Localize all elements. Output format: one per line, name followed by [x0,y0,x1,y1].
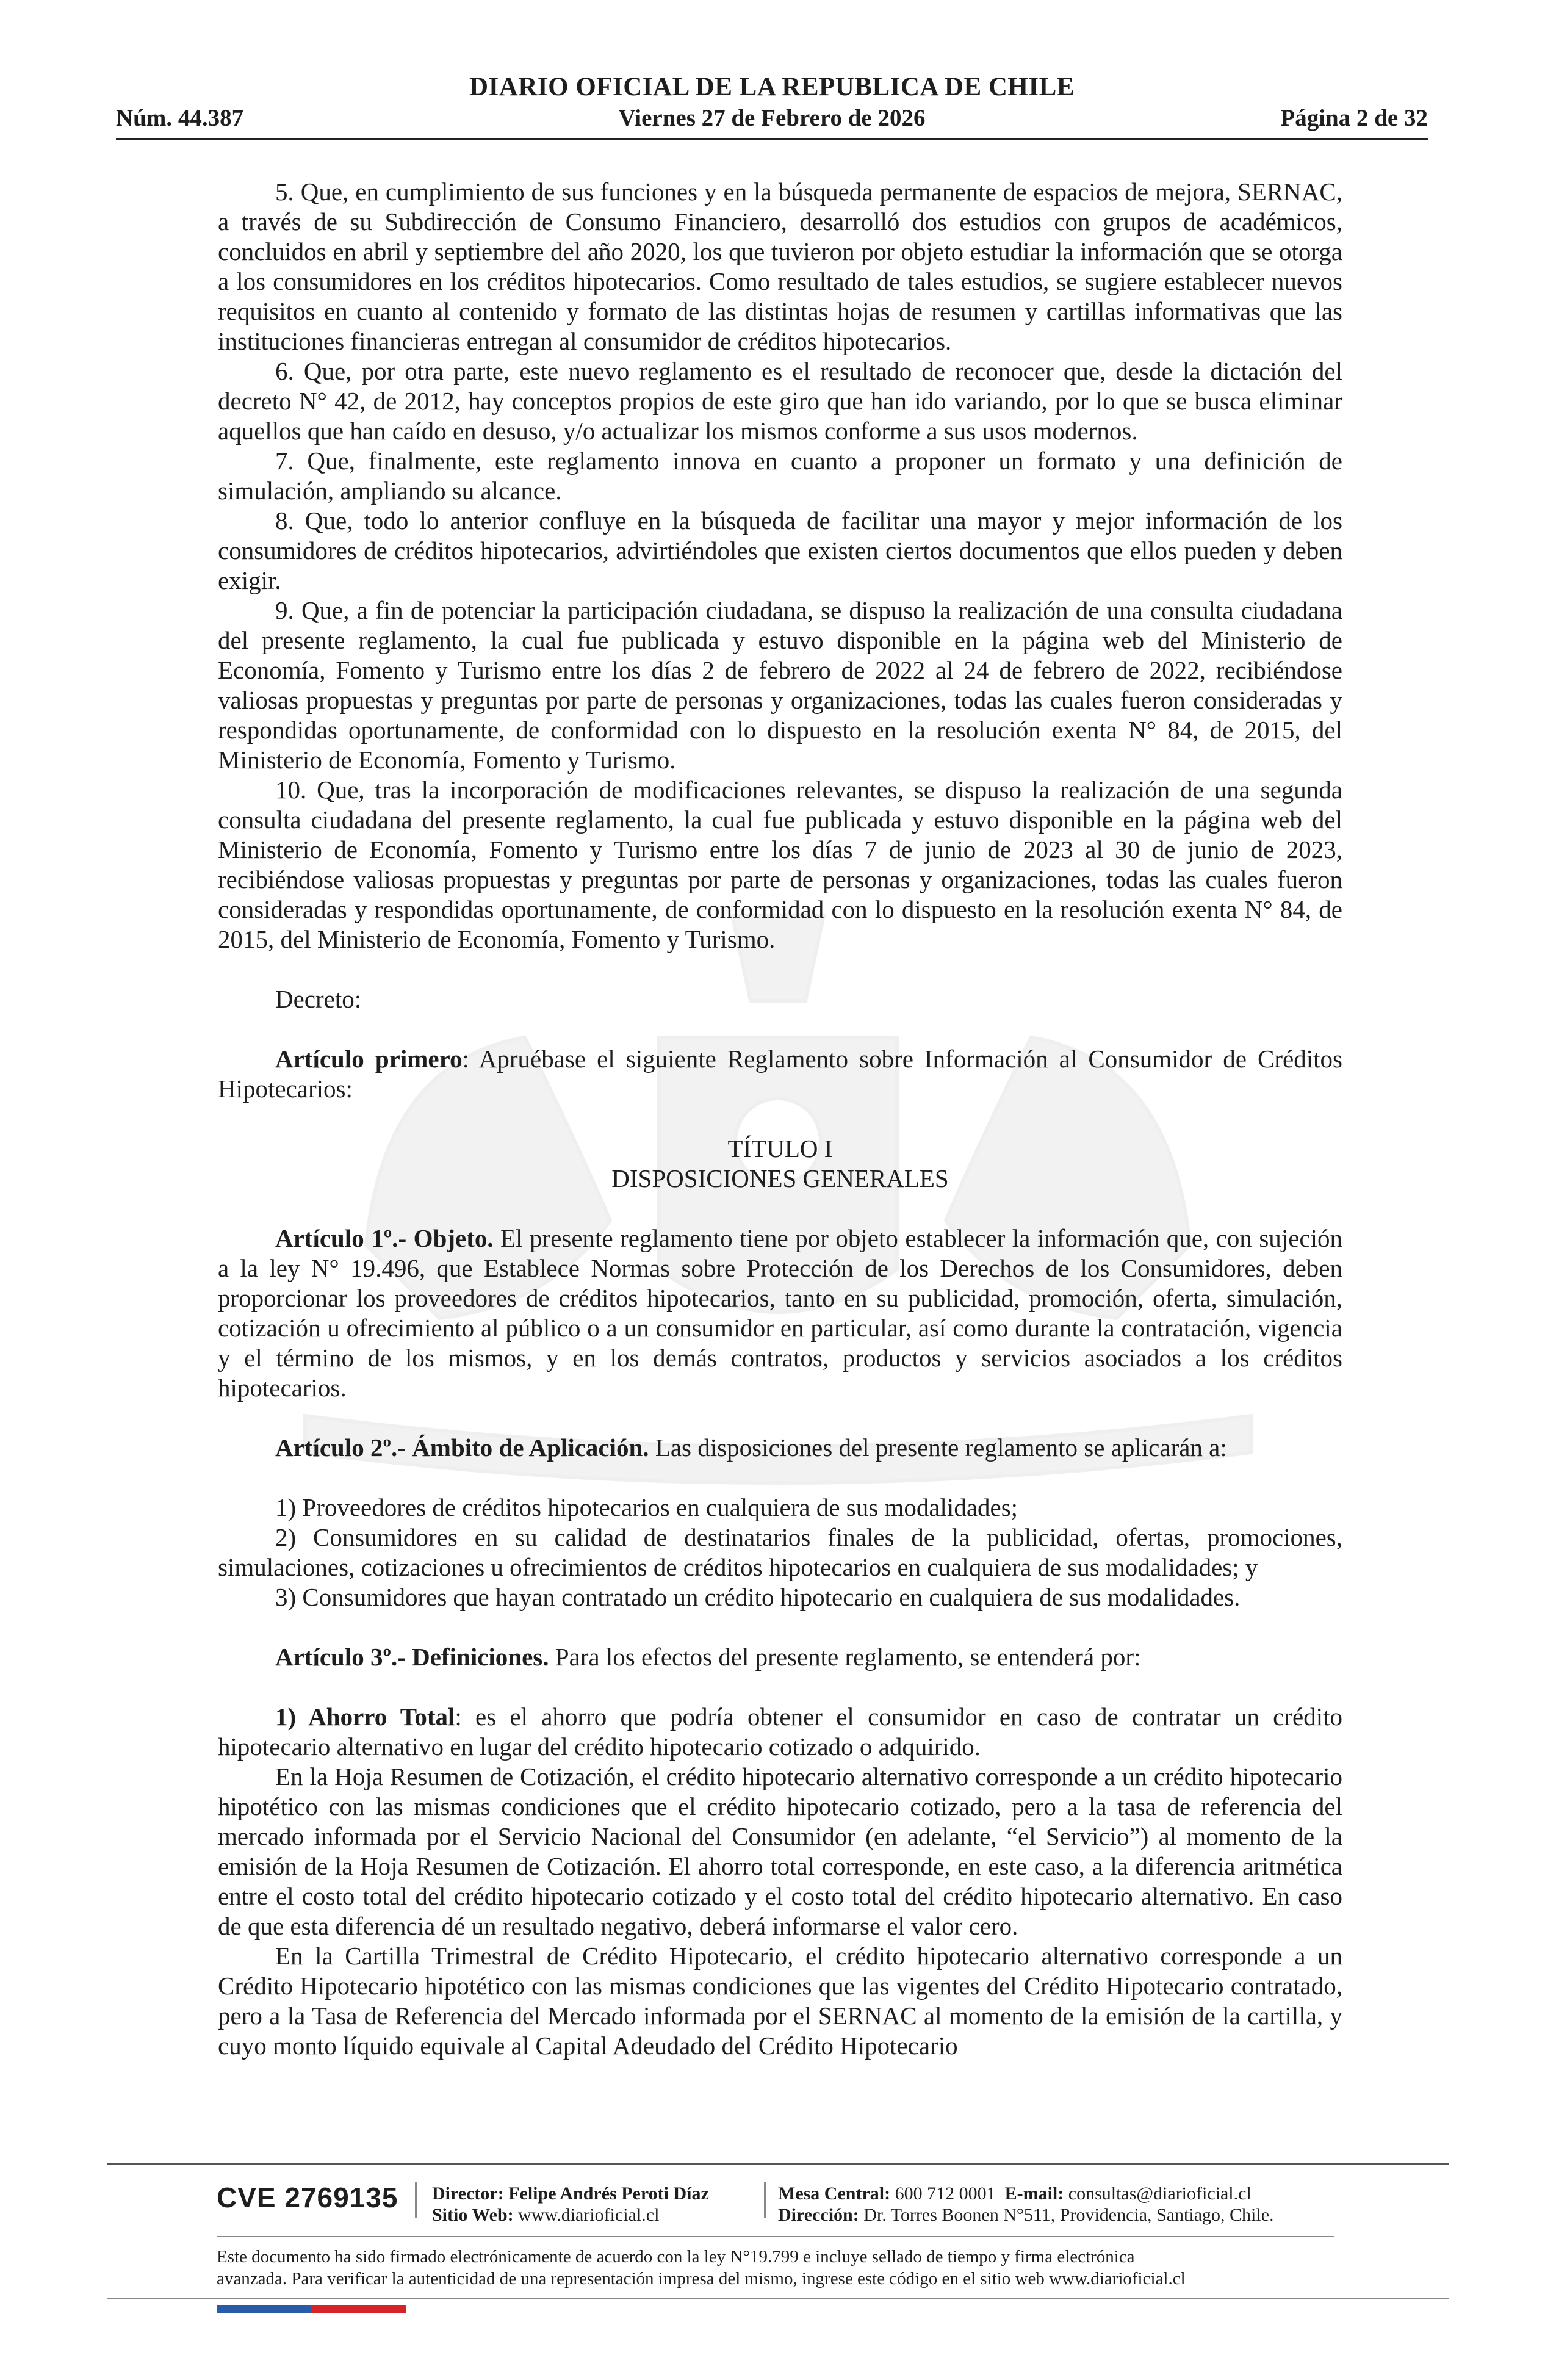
signature-notice-line-1: Este documento ha sido firmado electrónicamente de acuerdo con la ley N°19.799 e incluye sellado de tiempo y firma electrónica [217,2247,1135,2266]
mesa-central-phone: 600 712 0001 [895,2183,996,2204]
website-link[interactable]: www.diarioficial.cl [518,2205,660,2225]
definicion-1-label: 1) Ahorro Total [275,1703,455,1731]
paragraph-6: 6. Que, por otra parte, este nuevo reglamento es el resultado de reconocer que, desde la dictación del decreto N° 42, de 2012, hay conceptos propios de este giro que han ido variando, por lo que se busca eliminar aquellos que han caído en desuso, y/o actualizar los mismos conforme a sus usos modernos. [218,357,1342,445]
articulo-3-label: Artículo 3º.- Definiciones. [275,1643,549,1671]
articulo-2-item-3: 3) Consumidores que hayan contratado un crédito hipotecario en cualquiera de sus modalidades. [275,1583,1241,1611]
mesa-central-label: Mesa Central: [778,2183,891,2204]
director-label: Director: [432,2183,504,2204]
flag-stripe-blue [217,2305,311,2313]
address-label: Dirección: [778,2205,859,2225]
articulo-2-item-2: 2) Consumidores en su calidad de destinatarios finales de la publicidad, ofertas, promociones, simulaciones, cotizaciones u ofrecimientos de créditos hipotecarios en cualquiera de sus modalidades; y [218,1523,1342,1581]
definicion-1 [218,1702,1342,1762]
articulo-2-text: Las disposiciones del presente reglamento se aplicarán a: [649,1433,1227,1462]
paragraph-5: 5. Que, en cumplimiento de sus funciones y en la búsqueda permanente de espacios de mejora, SERNAC, a través de su Subdirección de Consumo Financiero, desarrolló dos estudios con grupos de académicos, concluidos en abril y septiembre del año 2020, los que tuvieron por objeto estudiar la información que se otorga a los consumidores en los créditos hipotecarios. Como resultado de tales estudios, se sugiere establecer nuevos requisitos en cuanto al contenido y formato de las distintas hojas de resumen y cartillas informativas que las instituciones financieras entregan al consumidor de créditos hipotecarios. [218,178,1342,355]
issue-number: Núm. 44.387 [116,105,244,131]
signature-notice [217,2246,1334,2290]
header-divider [116,138,1428,140]
paragraph-10: 10. Que, tras la incorporación de modificaciones relevantes, se dispuso la realización de una segunda consulta ciudadana del presente reglamento, la cual fue publicada y estuvo disponible en la página web del Ministerio de Economía, Fomento y Turismo entre los días 7 de junio de 2023 al 30 de junio de 2023, recibiéndose valiosas propuestas y preguntas por parte de personas y organizaciones, todas las cuales fueron consideradas y respondidas oportunamente, de conformidad con lo dispuesto en la resolución exenta N° 84, de 2015, del Ministerio de Economía, Fomento y Turismo. [218,776,1342,953]
titulo-heading: TÍTULO I [727,1134,833,1163]
flag-stripe-red [311,2305,406,2313]
address-text: Dr. Torres Boonen N°511, Providencia, Santiago, Chile. [863,2205,1274,2225]
footer-contact-block [778,2183,1274,2226]
articulo-2-label: Artículo 2º.- Ámbito de Aplicación. [275,1433,649,1462]
director-name: Felipe Andrés Peroti Díaz [508,2183,709,2204]
paragraph-7: 7. Que, finalmente, este reglamento innova en cuanto a proponer un formato y una definición de simulación, ampliando su alcance. [218,447,1342,505]
articulo-primero [218,1044,1342,1104]
articulo-primero-label: Artículo primero [275,1045,463,1073]
definicion-1-text: : es el ahorro que podría obtener el consumidor en caso de contratar un crédito hipotecario alternativo en lugar del crédito hipotecario cotizado o adquirido. [218,1703,1342,1761]
definicion-1-paragraph-3: En la Cartilla Trimestral de Crédito Hipotecario, el crédito hipotecario alternativo corresponde a un Crédito Hipotecario hipotético con las mismas condiciones que las vigentes del Crédito Hipotecario contratado, pero a la Tasa de Referencia del Mercado informada por el SERNAC al momento de la emisión de la cartilla, y cuyo monto líquido equivale al Capital Adeudado del Crédito Hipotecario [218,1942,1342,2060]
articulo-1 [218,1224,1342,1403]
articulo-2 [218,1433,1342,1463]
footer-separator [415,2182,417,2218]
signature-notice-line-2: avanzada. Para verificar la autenticidad de una representación impresa del mismo, ingrese este código en el sitio web www.diarioficial.cl [217,2269,1186,2288]
paragraph-8: 8. Que, todo lo anterior confluye en la búsqueda de facilitar una mayor y mejor información de los consumidores de créditos hipotecarios, advirtiéndoles que existen ciertos documentos que ellos pueden y deben exigir. [218,507,1342,594]
articulo-2-item-1: 1) Proveedores de créditos hipotecarios en cualquiera de sus modalidades; [275,1493,1018,1521]
page-header [116,72,1428,145]
email-label: E-mail: [1004,2183,1064,2204]
titulo-subheading: DISPOSICIONES GENERALES [611,1164,949,1192]
definicion-1-paragraph-2: En la Hoja Resumen de Cotización, el crédito hipotecario alternativo corresponde a un crédito hipotecario hipotético con las mismas condiciones que el crédito hipotecario cotizado, pero a la tasa de referencia del mercado informada por el Servicio Nacional del Consumidor (en adelante, “el Servicio”) al momento de la emisión de la Hoja Resumen de Cotización. El ahorro total corresponde, en este caso, a la diferencia aritmética entre el costo total del crédito hipotecario cotizado y el costo total del crédito hipotecario alternativo. En caso de que esta diferencia dé un resultado negativo, deberá informarse el valor cero. [218,1762,1342,1940]
issue-date: Viernes 27 de Febrero de 2026 [618,105,926,131]
footer-bottom-rule [107,2298,1449,2299]
footer-director-block [432,2183,709,2226]
articulo-1-text: El presente reglamento tiene por objeto establecer la información que, con sujeción a la ley N° 19.496, que Establece Normas sobre Protección de los Derechos de los Consumidores, deben proporcionar los proveedores de créditos hipotecarios, tanto en su publicidad, promoción, oferta, simulación, cotización u ofrecimiento al público o a un consumidor en particular, así como durante la contratación, vigencia y el término de los mismos, y en los demás contratos, productos y servicios asociados a los créditos hipotecarios. [218,1224,1342,1402]
document-body [218,177,1342,2061]
footer-middle-rule [217,2236,1334,2237]
articulo-1-label: Artículo 1º.- Objeto. [275,1224,494,1252]
footer-top-rule [107,2163,1449,2165]
articulo-3 [218,1642,1342,1672]
articulo-primero-text: : Apruébase el siguiente Reglamento sobre Información al Consumidor de Créditos Hipotecarios: [218,1045,1342,1103]
email-link[interactable]: consultas@diarioficial.cl [1068,2183,1252,2204]
page-number: Página 2 de 32 [1280,105,1428,131]
decreto-heading: Decreto: [275,985,362,1013]
website-label: Sitio Web: [432,2205,514,2225]
articulo-3-text: Para los efectos del presente reglamento, se entenderá por: [549,1643,1141,1671]
newspaper-title: DIARIO OFICIAL DE LA REPUBLICA DE CHILE [469,73,1075,101]
footer-separator [764,2182,766,2218]
paragraph-9: 9. Que, a fin de potenciar la participación ciudadana, se dispuso la realización de una consulta ciudadana del presente reglamento, la cual fue publicada y estuvo disponible en la página web del Ministerio de Economía, Fomento y Turismo entre los días 2 de febrero de 2022 al 24 de febrero de 2022, recibiéndose valiosas propuestas y preguntas por parte de personas y organizaciones, todas las cuales fueron consideradas y respondidas oportunamente, de conformidad con lo dispuesto en la resolución exenta N° 84, de 2015, del Ministerio de Economía, Fomento y Turismo. [218,596,1342,774]
cve-code: CVE 2769135 [217,2182,398,2213]
